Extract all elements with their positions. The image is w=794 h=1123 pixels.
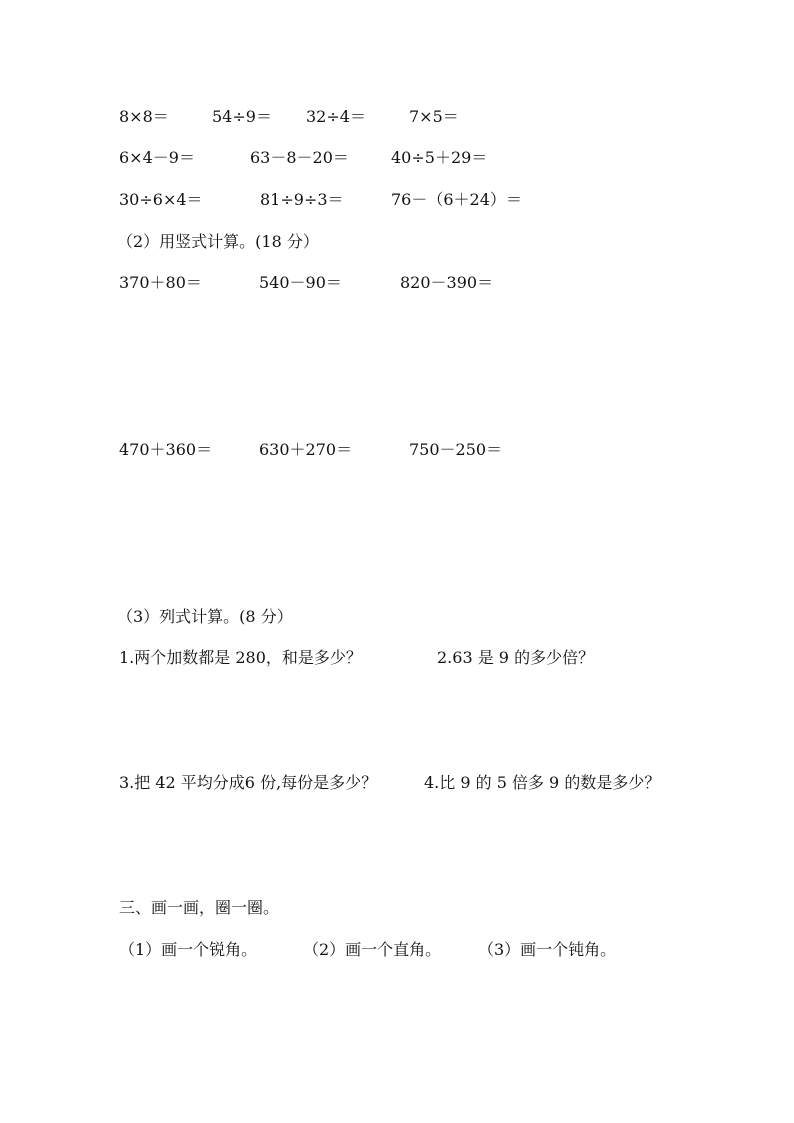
problem-6x4-9: 6×4－9＝ xyxy=(119,148,195,167)
drawing-section-heading: 三、画一画，圈一圈。 xyxy=(119,898,280,917)
problem-370plus80: 370＋80＝ xyxy=(119,273,202,292)
word-problem-2: 2.63 是 9 的多少倍？ xyxy=(437,648,595,667)
draw-right-angle: （2）画一个直角。 xyxy=(303,940,442,959)
problem-81div9div3: 81÷9÷3＝ xyxy=(260,190,344,209)
problem-63-8-20: 63－8－20＝ xyxy=(250,148,349,167)
problem-30div6x4: 30÷6×4＝ xyxy=(119,190,203,209)
problem-820-390: 820－390＝ xyxy=(400,273,494,292)
problem-32div4: 32÷4＝ xyxy=(306,107,366,126)
problem-750-250: 750－250＝ xyxy=(409,440,503,459)
draw-obtuse-angle: （3）画一个钝角。 xyxy=(478,940,617,959)
equation-calc-heading: （3）列式计算。(8 分） xyxy=(117,607,293,626)
draw-acute-angle: （1）画一个锐角。 xyxy=(119,940,258,959)
problem-8x8: 8×8＝ xyxy=(119,107,169,126)
problem-540-90: 540－90＝ xyxy=(259,273,342,292)
problem-630plus270: 630＋270＝ xyxy=(259,440,353,459)
problem-54div9: 54÷9＝ xyxy=(212,107,272,126)
word-problem-1: 1.两个加数都是 280，和是多少？ xyxy=(119,648,362,667)
word-problem-3: 3.把 42 平均分成6 份,每份是多少？ xyxy=(119,773,378,792)
problem-470plus360: 470＋360＝ xyxy=(119,440,213,459)
problem-76-paren: 76－（6＋24）＝ xyxy=(391,190,522,209)
problem-40div5plus29: 40÷5＋29＝ xyxy=(391,148,488,167)
vertical-calc-heading: （2）用竖式计算。(18 分） xyxy=(117,232,319,251)
word-problem-4: 4.比 9 的 5 倍多 9 的数是多少？ xyxy=(424,773,661,792)
problem-7x5: 7×5＝ xyxy=(409,107,459,126)
